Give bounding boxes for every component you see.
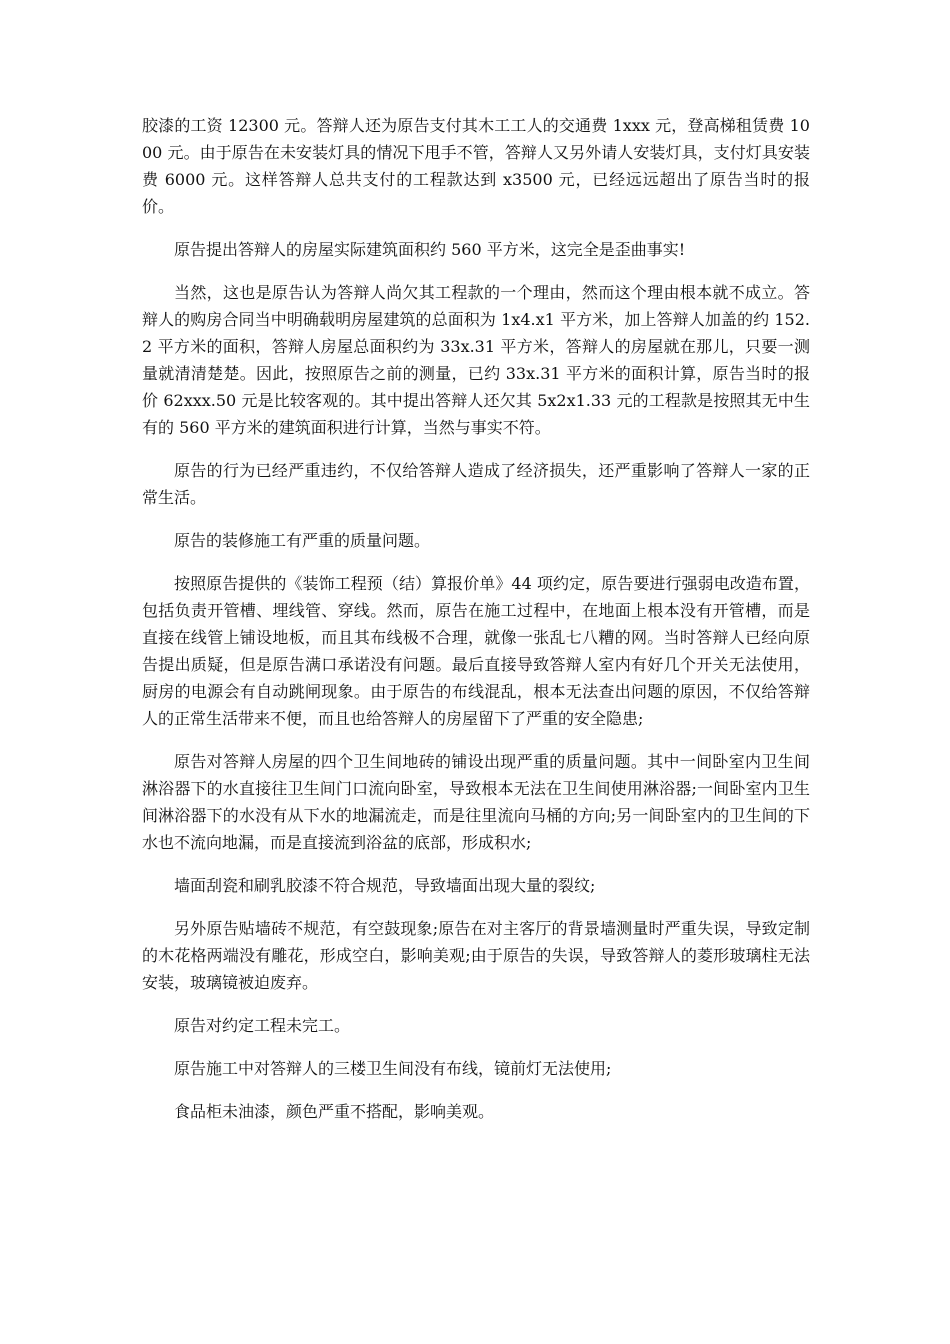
paragraph: 原告对约定工程未完工。 [174,1016,351,1035]
paragraph: 原告提出答辩人的房屋实际建筑面积约 560 平方米，这完全是歪曲事实! [174,240,686,259]
paragraph: 原告的装修施工有严重的质量问题。 [174,531,431,550]
paragraph: 原告对答辩人房屋的四个卫生间地砖的铺设出现严重的质量问题。其中一间卧室内卫生间淋浴器下的水直接往卫生间门口流向卧室，导致根本无法在卫生间使用淋浴器;一间卧室内卫生间淋浴器下的水没有从下水的地漏流走，而是往里流向马桶的方向;另一间卧室内的卫生间的下水也不流向地漏，而是直接流到浴盆的底部，形成积水; [142,752,810,852]
paragraph: 另外原告贴墙砖不规范，有空鼓现象;原告在对主客厅的背景墙测量时严重失误，导致定制的木花格两端没有雕花，形成空白，影响美观;由于原告的失误，导致答辩人的菱形玻璃柱无法安装，玻璃镜被迫废弃。 [142,919,810,992]
paragraph: 食品柜未油漆，颜色严重不搭配，影响美观。 [174,1102,495,1121]
paragraph: 胶漆的工资 12300 元。答辩人还为原告支付其木工工人的交通费 1xxx 元，登高梯租赁费 1000 元。由于原告在未安装灯具的情况下甩手不管，答辩人又另外请人安装灯具，支付灯具安装费 6000 元。这样答辩人总共支付的工程款达到 x3500 元，已经远远超出了原告当时的报价。 [142,116,810,216]
document-body [142,112,810,1141]
paragraph: 当然，这也是原告认为答辩人尚欠其工程款的一个理由，然而这个理由根本就不成立。答辩人的购房合同当中明确载明房屋建筑的总面积为 1x4.x1 平方米，加上答辩人加盖的约 152.2 平方米的面积，答辩人房屋总面积约为 33x.31 平方米，答辩人的房屋就在那儿，只要一测量就清清楚楚。因此，按照原告之前的测量，已约 33x.31 平方米的面积计算，原告当时的报价 62xxx.50 元是比较客观的。其中提出答辩人还欠其 5x2x1.33 元的工程款是按照其无中生有的 560 平方米的建筑面积进行计算，当然与事实不符。 [142,283,810,437]
paragraph: 原告的行为已经严重违约，不仅给答辩人造成了经济损失，还严重影响了答辩人一家的正常生活。 [142,461,810,507]
paragraph: 按照原告提供的《装饰工程预（结）算报价单》44 项约定，原告要进行强弱电改造布置，包括负责开管槽、埋线管、穿线。然而，原告在施工过程中，在地面上根本没有开管槽，而是直接在线管上铺设地板，而且其布线极不合理，就像一张乱七八糟的网。当时答辩人已经向原告提出质疑，但是原告满口承诺没有问题。最后直接导致答辩人室内有好几个开关无法使用，厨房的电源会有自动跳闸现象。由于原告的布线混乱，根本无法查出问题的原因，不仅给答辩人的正常生活带来不便，而且也给答辩人的房屋留下了严重的安全隐患; [142,574,810,728]
paragraph: 原告施工中对答辩人的三楼卫生间没有布线，镜前灯无法使用; [174,1059,612,1078]
paragraph: 墙面刮瓷和刷乳胶漆不符合规范，导致墙面出现大量的裂纹; [174,876,596,895]
